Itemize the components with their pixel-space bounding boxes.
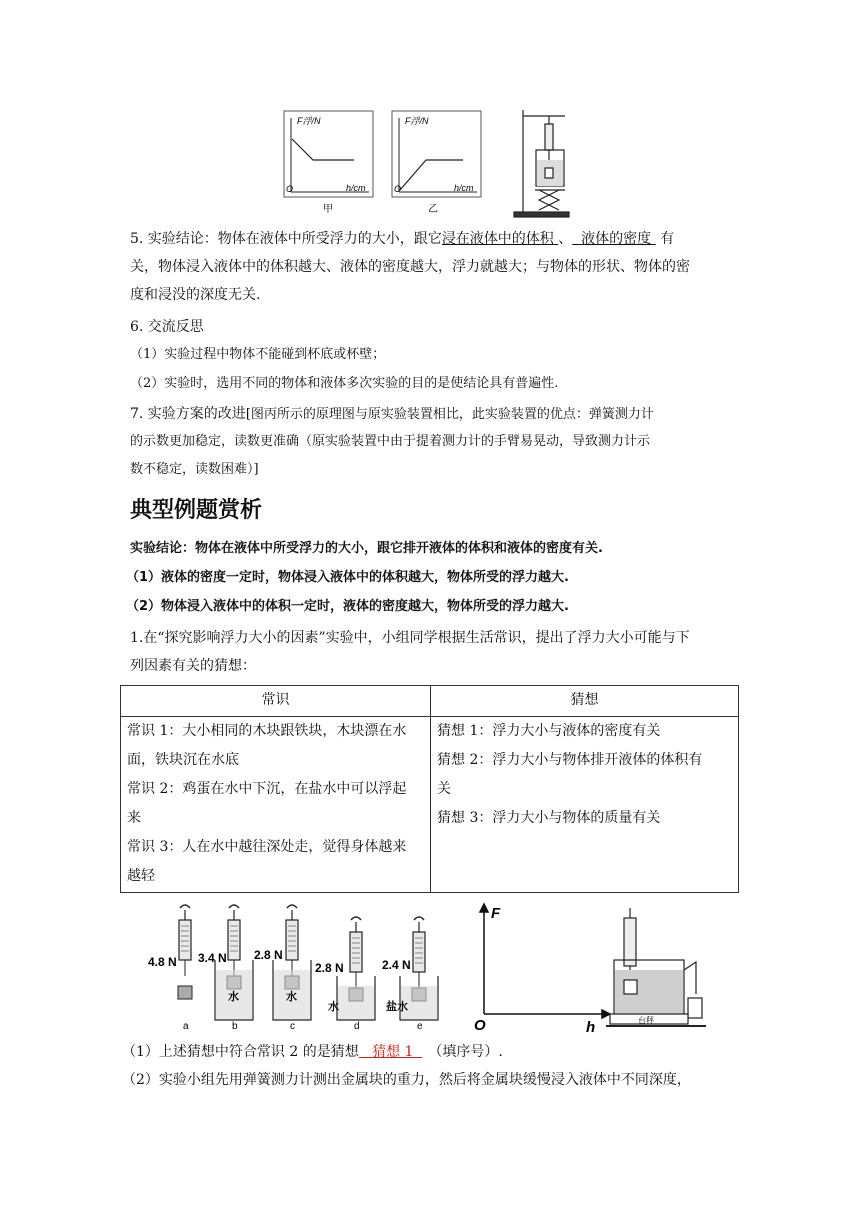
graph-jia [284,111,373,215]
liquid-e: 盐水 [386,1001,408,1013]
section7-line1: 7. 实验方案的改进[图丙所示的原理图与原实验装置相比，此实验装置的优点：弹簧测力计 [130,406,654,422]
metal-block [178,986,192,999]
section6-item2: （2）实验时，选用不同的物体和液体多次实验的目的是使结论具有普遍性. [130,376,559,391]
letter-a: a [183,1021,189,1032]
table-header-common-sense: 常识 [121,686,431,717]
section7-line2: 的示数更加稳定，读数更准确（原实验装置中由于提着测力计的手臂易晃动，导致测力计示 [130,434,651,449]
liquid-d: 水 [328,1001,339,1013]
common-sense-cell: 常识 1：大小相同的木块跟铁块，木块漂在水 面，铁块沉在水底 常识 2：鸡蛋在水中下沉，在盐水中可以浮起 来 常识 3：人在水中越往深处走，觉得身体越来 越轻 [121,717,431,893]
table-header-hypothesis: 猜想 [431,686,739,717]
section6-item1: （1）实验过程中物体不能碰到杯底或杯壁； [130,347,386,362]
reading-c: 2.8 N [254,948,283,962]
letter-c: c [290,1021,295,1032]
reading-e: 2.4 N [382,958,411,972]
svg-text:O: O [394,184,402,194]
graph-f-label: F [491,905,501,922]
svg-text:O: O [474,1017,486,1034]
liquid-b: 水 [228,991,239,1003]
answer-q2: （2）实验小组先用弹簧测力计测出金属块的重力，然后将金属块缓慢浸入液体中不同深度， [122,1072,691,1088]
hypothesis-cell: 猜想 1：浮力大小与液体的密度有关 猜想 2：浮力大小与物体排开液体的体积有 关 猜想 3：浮力大小与物体的质量有关 [431,717,739,893]
section5-line2: 关，物体浸入液体中的体积越大、液体的密度越大，浮力就越大；与物体的形状、物体的密 [130,259,690,275]
answer-q1-value: 猜想 1 [372,1044,414,1060]
section-heading: 典型例题赏析 [130,498,263,523]
apparatus-figure [140,902,720,1037]
graph-jia-caption: 甲 [323,204,333,215]
graph-yi-caption: 乙 [428,204,438,215]
svg-text:h/cm: h/cm [454,183,474,193]
conclusion-line3: （2）物体浸入液体中的体积一定时，液体的密度越大，物体所受的浮力越大. [126,599,569,614]
section5-line1: 5. 实验结论：物体在液体中所受浮力的大小，跟它浸在液体中的体积 、 液体的密度 有 [130,231,675,247]
conclusion-line2: （1）液体的密度一定时，物体浸入液体中的体积越大，物体所受的浮力越大. [126,570,569,585]
reading-d: 2.8 N [315,961,344,975]
graph-yi-ylabel: F浮/N [405,116,429,126]
answer-q1: （1）上述猜想中符合常识 2 的是猜想 猜想 1 （填序号）. [122,1044,503,1060]
section7-line3: 数不稳定，读数困难）] [130,462,259,477]
question1-line2: 列因素有关的猜想： [130,658,256,674]
letter-e: e [417,1021,423,1032]
hypothesis-table [120,685,739,893]
blank-density: 液体的密度 [581,231,652,247]
conclusion-line1: 实验结论：物体在液体中所受浮力的大小，跟它排开液体的体积和液体的密度有关. [130,541,603,556]
section5-line3: 度和浸没的深度无关. [130,287,261,303]
top-figures [283,108,583,220]
graph-yi [392,111,481,215]
liquid-c: 水 [286,991,297,1003]
letter-d: d [354,1021,360,1032]
question1-line1: 1.在“探究影响浮力大小的因素”实验中，小组同学根据生活常识，提出了浮力大小可能与下 [130,630,690,646]
blank-volume: 浸在液体中的体积 [441,231,554,247]
graph-h-label: h [586,1019,596,1036]
svg-text:h/cm: h/cm [346,183,366,193]
svg-text:O: O [286,184,294,194]
graph-jia-ylabel: F浮/N [297,116,321,126]
tank-apparatus [606,908,706,1026]
reading-b: 3.4 N [198,951,227,965]
letter-b: b [232,1021,238,1032]
reading-a: 4.8 N [148,955,177,969]
section6-title: 6. 交流反思 [130,319,204,335]
stand-apparatus [514,110,569,217]
scale-label: 台秤 [638,1016,654,1025]
